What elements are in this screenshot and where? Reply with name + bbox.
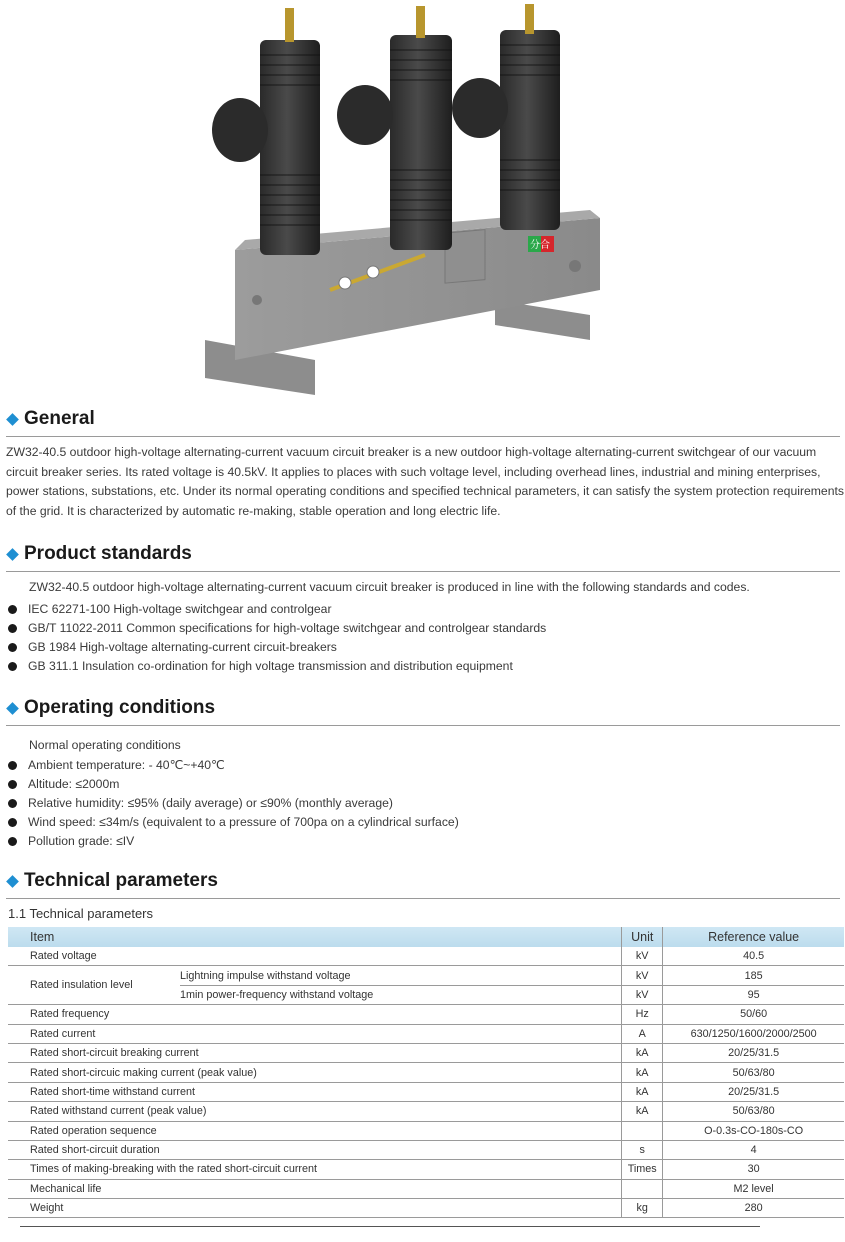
row-item: Mechanical life — [8, 1179, 622, 1198]
row-item: Rated insulation level — [8, 966, 180, 1005]
operating-intro: Normal operating conditions — [29, 738, 181, 752]
row-unit: kV — [622, 985, 663, 1004]
row-item: Rated short-circuit duration — [8, 1140, 622, 1159]
table-row — [8, 966, 844, 985]
bullet-dot-icon — [8, 662, 17, 671]
table-row — [8, 1063, 844, 1082]
table-row — [8, 1005, 844, 1024]
row-item: Rated voltage — [8, 947, 622, 966]
row-unit: kV — [622, 966, 663, 985]
standards-intro: ZW32-40.5 outdoor high-voltage alternating-current vacuum circuit breaker is produced in line with the following standards and codes. — [29, 580, 750, 594]
row-unit: kA — [622, 1102, 663, 1121]
column-header-value: Reference value — [663, 927, 844, 947]
row-unit — [622, 1121, 663, 1140]
bullet-dot-icon — [8, 837, 17, 846]
row-value: 4 — [663, 1140, 844, 1159]
table-row — [8, 1140, 844, 1159]
diamond-bullet-icon — [6, 875, 19, 888]
list-item: Pollution grade: ≤IV — [8, 832, 459, 851]
row-unit: kA — [622, 1043, 663, 1062]
row-value: 280 — [663, 1199, 844, 1218]
row-unit: kA — [622, 1063, 663, 1082]
row-value: 20/25/31.5 — [663, 1082, 844, 1101]
bullet-dot-icon — [8, 818, 17, 827]
bottom-divider — [20, 1226, 760, 1227]
row-item: Weight — [8, 1199, 622, 1218]
bullet-dot-icon — [8, 799, 17, 808]
row-unit: Hz — [622, 1005, 663, 1024]
column-header-unit: Unit — [622, 927, 663, 947]
row-value: 185 — [663, 966, 844, 985]
section-title: General — [24, 408, 95, 429]
list-item: GB 1984 High-voltage alternating-current circuit-breakers — [8, 638, 546, 657]
row-value: 630/1250/1600/2000/2500 — [663, 1024, 844, 1043]
row-unit: kg — [622, 1199, 663, 1218]
table-row — [8, 1199, 844, 1218]
section-title: Product standards — [24, 543, 192, 564]
table-header-row — [8, 927, 844, 947]
table-row — [8, 1160, 844, 1179]
row-value: 50/63/80 — [663, 1063, 844, 1082]
table-row — [8, 1082, 844, 1101]
svg-text:分合: 分合 — [530, 240, 550, 251]
bullet-dot-icon — [8, 780, 17, 789]
row-subitem: 1min power-frequency withstand voltage — [180, 985, 622, 1004]
column-header-item: Item — [8, 927, 622, 947]
row-item: Times of making-breaking with the rated short-circuit current — [8, 1160, 622, 1179]
bullet-dot-icon — [8, 605, 17, 614]
row-item: Rated operation sequence — [8, 1121, 622, 1140]
row-item: Rated frequency — [8, 1005, 622, 1024]
section-title: Operating conditions — [24, 697, 216, 718]
row-unit — [622, 1179, 663, 1198]
row-subitem: Lightning impulse withstand voltage — [180, 966, 622, 985]
bullet-dot-icon — [8, 624, 17, 633]
row-item: Rated short-circuit breaking current — [8, 1043, 622, 1062]
row-unit: s — [622, 1140, 663, 1159]
table-row — [8, 1121, 844, 1140]
list-item: IEC 62271-100 High-voltage switchgear and controlgear — [8, 600, 546, 619]
list-item: GB/T 11022-2011 Common specifications for high-voltage switchgear and controlgear standards — [8, 619, 546, 638]
diamond-bullet-icon — [6, 548, 19, 561]
row-value: O-0.3s-CO-180s-CO — [663, 1121, 844, 1140]
list-item: Ambient temperature: - 40℃~+40℃ — [8, 756, 459, 775]
row-item: Rated short-time withstand current — [8, 1082, 622, 1101]
diamond-bullet-icon — [6, 413, 19, 426]
table-row — [8, 1043, 844, 1062]
row-value: 20/25/31.5 — [663, 1043, 844, 1062]
section-general-heading — [6, 406, 840, 437]
operating-list — [8, 756, 459, 851]
diamond-bullet-icon — [6, 702, 19, 715]
section-title: Technical parameters — [24, 870, 218, 891]
bullet-dot-icon — [8, 761, 17, 770]
technical-parameters-table — [8, 927, 844, 1218]
row-unit: kV — [622, 947, 663, 966]
row-value: M2 level — [663, 1179, 844, 1198]
list-item: Relative humidity: ≤95% (daily average) or ≤90% (monthly average) — [8, 794, 459, 813]
table-row — [8, 1179, 844, 1198]
row-unit: Times — [622, 1160, 663, 1179]
row-value: 95 — [663, 985, 844, 1004]
table-row — [8, 947, 844, 966]
row-unit: kA — [622, 1082, 663, 1101]
section-standards-heading — [6, 541, 840, 572]
row-value: 50/60 — [663, 1005, 844, 1024]
row-item: Rated withstand current (peak value) — [8, 1102, 622, 1121]
row-value: 50/63/80 — [663, 1102, 844, 1121]
section-operating-heading — [6, 695, 840, 726]
row-value: 40.5 — [663, 947, 844, 966]
table-row — [8, 1102, 844, 1121]
table-row — [8, 1024, 844, 1043]
list-item: Altitude: ≤2000m — [8, 775, 459, 794]
standards-list — [8, 600, 546, 676]
row-unit: A — [622, 1024, 663, 1043]
row-value: 30 — [663, 1160, 844, 1179]
general-paragraph: ZW32-40.5 outdoor high-voltage alternating-current vacuum circuit breaker is a new outdoor high-voltage alternating-current switchgear of our vacuum circuit breaker series. Its rated voltage is 40.5kV. It applies to places with such voltage level, including overhead lines, industrial and mining enterprises, power stations, substations, etc. Under its normal operating conditions and specified technical parameters, it can satisfy the system protection requirements of the grid. It is characterized by automatic re-making, stable operation and long electric life. — [6, 445, 844, 518]
row-item: Rated current — [8, 1024, 622, 1043]
section-technical-heading — [6, 868, 840, 899]
list-item: Wind speed: ≤34m/s (equivalent to a pressure of 700pa on a cylindrical surface) — [8, 813, 459, 832]
row-item: Rated short-circuic making current (peak value) — [8, 1063, 622, 1082]
table-subtitle: 1.1 Technical parameters — [8, 906, 154, 921]
list-item: GB 311.1 Insulation co-ordination for high voltage transmission and distribution equipment — [8, 657, 546, 676]
bullet-dot-icon — [8, 643, 17, 652]
circuit-breaker-illustration — [195, 0, 615, 400]
